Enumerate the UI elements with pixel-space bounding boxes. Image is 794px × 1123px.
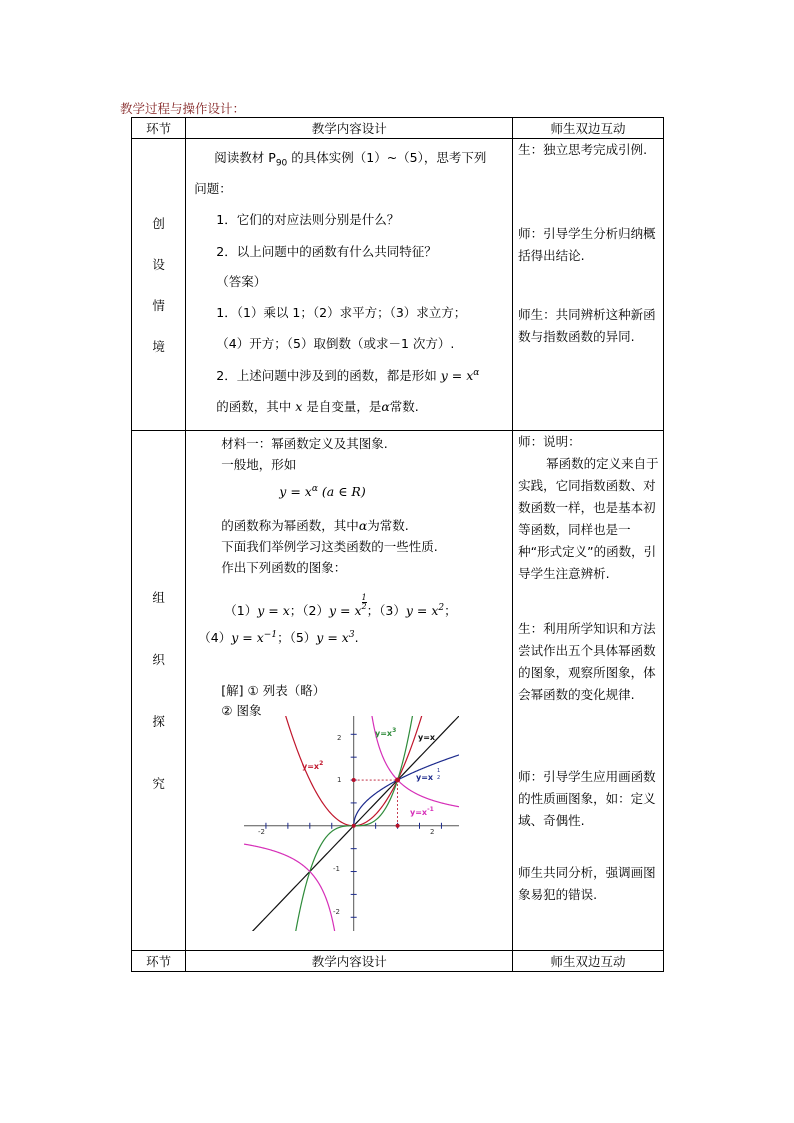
interaction-note: 师：引导学生分析归纳概括得出结论. — [518, 226, 656, 263]
interaction-note: 生：利用所学知识和方法尝试作出五个具体幂函数的图象，观察所图象，体会幂函数的变化规律. — [518, 621, 656, 702]
intro-line: 阅读教材 $P_{90}$ 的具体实例（1）~（5），思考下列 — [214, 150, 487, 169]
stage-char: 织 — [152, 651, 165, 667]
material-title: 材料一：幂函数定义及其图象. — [221, 436, 388, 451]
power-function-graph — [244, 716, 459, 931]
curve-y-xhalf — [354, 755, 459, 826]
content-cell-2 — [186, 431, 513, 951]
material-line: 作出下列函数的图象： — [221, 560, 347, 575]
tick-label-y-neg1: -1 — [333, 865, 341, 873]
section-row-1 — [132, 139, 664, 431]
footer-stage: 环节 — [132, 951, 186, 972]
footer-interaction: 师生双边互动 — [513, 951, 664, 972]
stage-label-2 — [132, 431, 186, 951]
material-line: 一般地，形如 — [221, 457, 297, 472]
question-2: 2．以上问题中的函数有什么共同特征？ — [216, 244, 437, 259]
label-y-x2: $y=x^2$ — [302, 760, 324, 771]
material-line: 的函数称为幂函数，其中α为常数. — [221, 518, 409, 533]
stage-char: 组 — [152, 589, 165, 605]
graph-axes — [244, 716, 459, 931]
point-1-0 — [396, 824, 400, 828]
interaction-note: 师生共同分析，强调画图象易犯的错误. — [518, 865, 656, 902]
answer-2: 2．上述问题中涉及到的函数，都是形如 $y = x^\alpha$ — [216, 367, 480, 383]
interaction-note: 师：说明： — [518, 434, 581, 449]
point-origin — [352, 824, 356, 828]
material-line: 下面我们举例学习这类函数的一些性质. — [221, 539, 438, 554]
stage-char: 情 — [152, 297, 165, 313]
curve-y-x — [244, 716, 459, 931]
section-row-2 — [132, 431, 664, 951]
header-interaction: 师生双边互动 — [513, 118, 664, 139]
stage-char: 创 — [152, 215, 165, 231]
header-content: 教学内容设计 — [186, 118, 513, 139]
point-0-1 — [352, 778, 356, 782]
definition-formula: $y = x^\alpha$ (a ∈ R) — [279, 484, 366, 500]
stage-char: 境 — [152, 338, 165, 354]
interaction-cell-2 — [513, 431, 664, 951]
footer-content: 教学内容设计 — [186, 951, 513, 972]
tick-label-y-2: 2 — [337, 734, 342, 742]
interaction-note: 师生：共同辨析这种新函数与指数函数的异同. — [518, 307, 656, 344]
graph-curves — [244, 716, 459, 931]
interaction-cell-1 — [513, 139, 664, 431]
answer-1b: （4）开方；（5）取倒数（或求－1 次方）. — [216, 336, 455, 351]
header-row — [132, 118, 664, 139]
label-y-x3: $y=x^3$ — [375, 727, 397, 738]
interaction-note: 幂函数的定义来自于实践，它同指数函数、对数函数一样，也是基本初等函数，同样也是一种“形式定义”的函数，引导学生注意辨析. — [518, 456, 659, 581]
section-heading: 教学过程与操作设计： — [120, 101, 246, 116]
stage-char: 设 — [152, 256, 165, 272]
intro-line-2: 问题： — [194, 181, 232, 196]
answer-2b: 的函数，其中 x 是自变量，是α常数. — [216, 399, 419, 414]
tick-label-y-neg2: -2 — [333, 908, 341, 916]
stage-char: 探 — [152, 713, 165, 729]
label-y-xhalf-num: 1 — [437, 768, 441, 774]
function-list-2: $(4)y = x^{-1}$；$(5)y = x^3$. — [198, 629, 359, 645]
tick-label-x-neg2: -2 — [258, 828, 266, 836]
lesson-table — [131, 117, 664, 972]
answer-label: （答案） — [216, 274, 267, 289]
curve-y-xinv-neg — [244, 844, 336, 931]
content-cell-1 — [186, 139, 513, 431]
footer-row — [132, 951, 664, 972]
interaction-note: 生：独立思考完成引例. — [518, 142, 648, 157]
stage-label-1 — [132, 139, 186, 431]
stage-char: 究 — [152, 775, 165, 791]
point-1-1 — [395, 778, 400, 783]
solution-line-1: [解] ① 列表（略） — [221, 683, 326, 698]
answer-1: 1．（1）乘以 1；（2）求平方；（3）求立方； — [216, 305, 467, 320]
solution-line-2: ② 图象 — [221, 703, 262, 718]
label-y-x: y=x — [418, 733, 436, 742]
tick-label-x-2: 2 — [430, 828, 435, 836]
question-1: 1．它们的对应法则分别是什么？ — [216, 212, 400, 227]
interaction-note: 师：引导学生应用画函数的性质画图象，如：定义域、奇偶性. — [518, 769, 656, 828]
label-y-xinv: $y=x^{-1}$ — [410, 806, 435, 817]
header-stage: 环节 — [132, 118, 186, 139]
label-y-xhalf-den: 2 — [437, 775, 441, 781]
label-y-xhalf: y=x — [416, 773, 434, 782]
function-list-1: （1）y = x；（2）y = x $\frac{1}{2}$；$(3)y = x^2$； — [224, 593, 457, 618]
tick-label-y-1: 1 — [337, 776, 342, 784]
